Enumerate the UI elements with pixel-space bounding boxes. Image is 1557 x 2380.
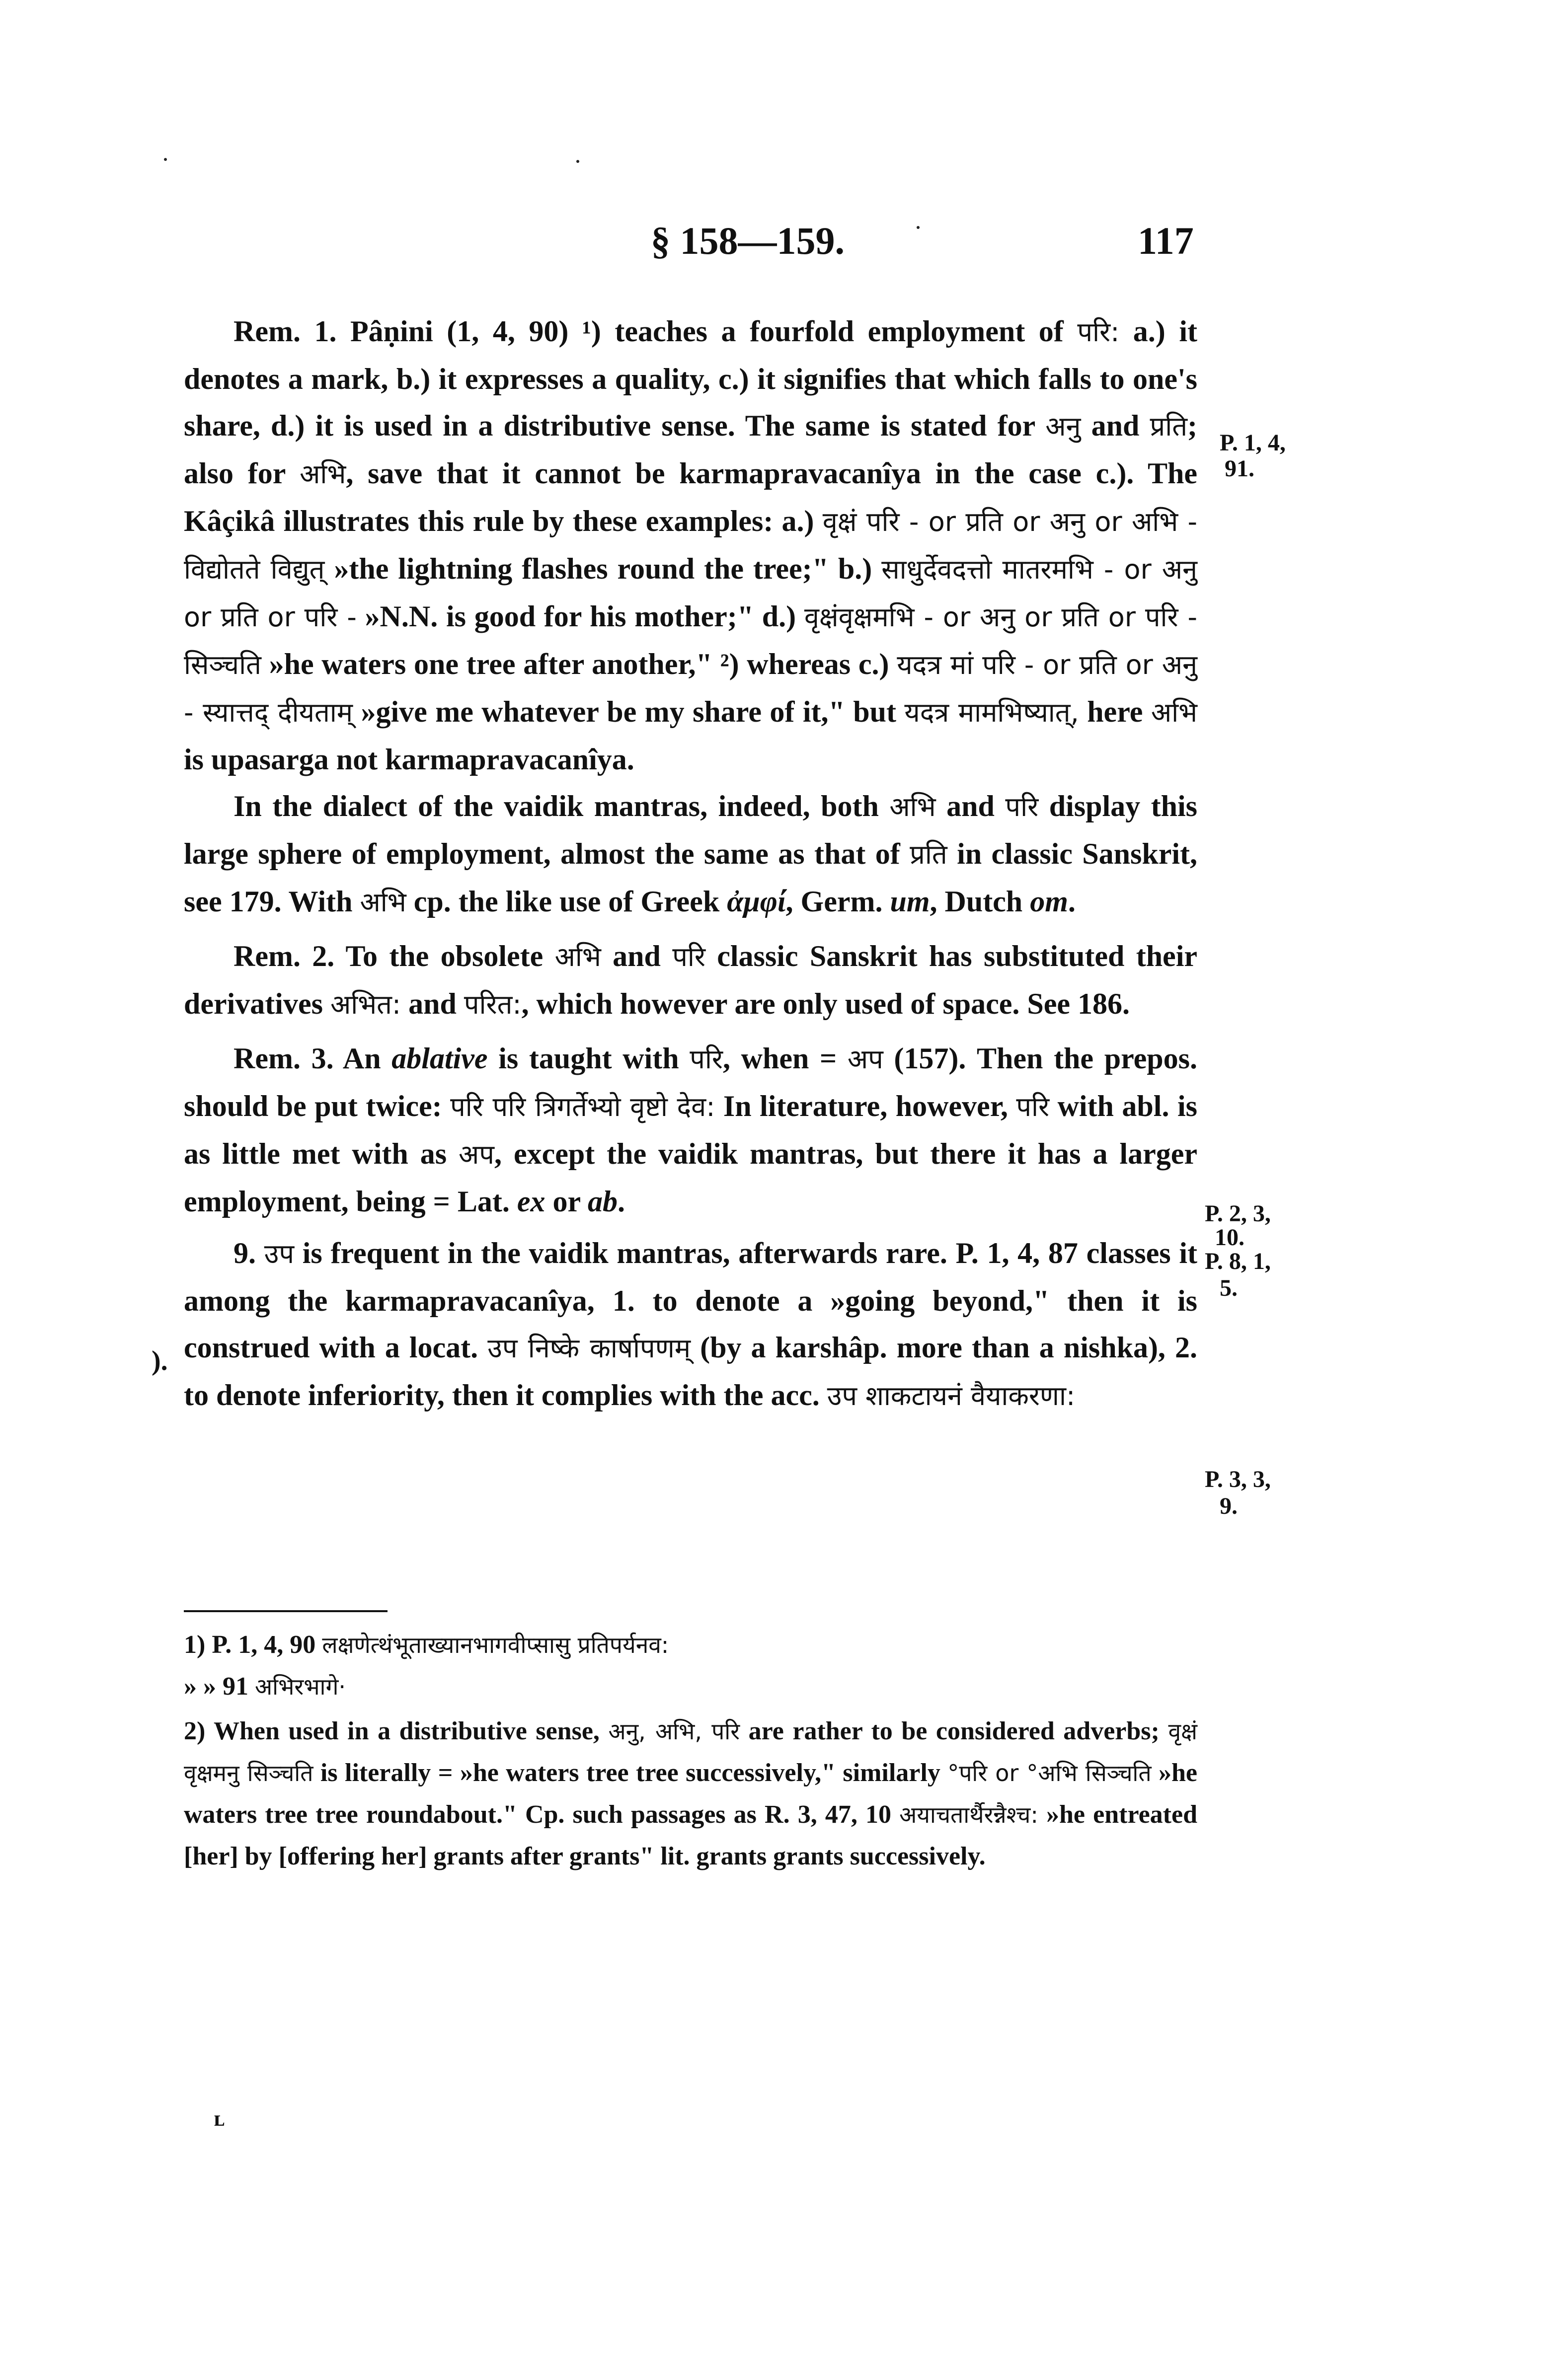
text-run: and: [401, 987, 464, 1020]
text-run: , which however are only used of space. See 186.: [521, 987, 1130, 1020]
sanskrit-text: वृक्षंवृक्षमभि - or अनु or प्रति or परि - सिञ्चति: [184, 601, 1197, 680]
text-run: »give me whatever be my share of it," but: [353, 695, 905, 728]
speck: [917, 226, 920, 229]
sanskrit-text: लक्षणेत्थंभूताख्यानभागवीप्सासु प्रतिपर्यनव:: [322, 1632, 669, 1658]
section-range: § 158—159.: [651, 219, 845, 262]
sanskrit-text: परि: [1005, 791, 1039, 822]
text-run: .: [618, 1185, 625, 1218]
margin-note-line: P. 3, 3,: [1205, 1466, 1271, 1492]
sanskrit-text: उप शाकटायनं वैयाकरणा:: [827, 1380, 1076, 1412]
bottom-mark: ʟ: [214, 2106, 225, 2131]
margin-note-line: 5.: [1220, 1275, 1238, 1301]
text-run: Lat.: [450, 1185, 517, 1218]
equals-sign: =: [433, 1185, 450, 1218]
sanskrit-text: उप निष्के कार्षापणम्: [487, 1333, 691, 1364]
text-run: (by a karshâp. more than a nishka), 2. to denote inferiority, then it complies with the acc.: [184, 1331, 1198, 1412]
sanskrit-text: अभि: [300, 458, 346, 490]
sanskrit-text: अभिरभागे·: [255, 1673, 346, 1700]
italic-word: ex: [517, 1185, 545, 1218]
speck: [164, 158, 167, 161]
sanskrit-text: अप: [459, 1139, 494, 1170]
text-run: is literally: [313, 1759, 438, 1787]
italic-word: ab: [588, 1185, 618, 1218]
text-run: In the dialect of the vaidik mantras, indeed, both: [234, 790, 890, 822]
margin-note-line: 91.: [1225, 455, 1254, 482]
text-run: in classic Sanskrit, see 179. With: [184, 837, 1197, 918]
sanskrit-text: परि:: [1077, 316, 1120, 348]
sanskrit-text: अभि: [360, 887, 406, 918]
margin-note-line: P. 2, 3,: [1205, 1200, 1271, 1227]
sanskrit-text: प्रति: [910, 839, 947, 870]
text-run: 1) P. 1, 4, 90: [184, 1631, 322, 1659]
text-run: Rem. 1. Pâṇini (1, 4, 90) ¹) teaches a fourfold employment of: [234, 315, 1078, 348]
sanskrit-text: परि परि त्रिगर्तेभ्यो वृष्टो देव:: [450, 1091, 715, 1122]
text-run: » » 91: [184, 1672, 255, 1701]
text-run: with abl. is as little met with as: [184, 1090, 1197, 1170]
margin-note-line: P. 1, 4,: [1220, 430, 1286, 456]
text-run: 2) When used in a distributive sense,: [184, 1717, 609, 1745]
sanskrit-text: अनु: [1045, 411, 1081, 442]
text-run: is upasarga not karmapravacanîya.: [184, 743, 634, 776]
text-run: here: [1079, 695, 1151, 728]
italic-word: om: [1030, 885, 1068, 918]
footnote-2: [184, 1711, 1197, 1877]
dialect-paragraph: [184, 783, 1197, 926]
sanskrit-text: अनु, अभि, परि: [608, 1718, 740, 1745]
equals-sign: =: [819, 1042, 837, 1075]
text-run: cp. the like use of Greek: [406, 885, 727, 918]
text-run: (157). Then the prepos. should be put twice:: [184, 1042, 1197, 1122]
sanskrit-text: यदत्र मामभिष्यात्,: [904, 697, 1079, 728]
sanskrit-text: अभि: [1151, 697, 1198, 728]
text-run: display this large sphere of employment, almost the same as that of: [184, 790, 1198, 870]
text-run: »he waters tree tree roundabout." Cp. such passages as R. 3, 47, 10: [184, 1759, 1198, 1829]
text-run: ; also for: [184, 409, 1197, 490]
text-run: , save that it cannot be karmapravacanîya in the case c.). The Kâçikâ illustrates this rule by these examples: a.): [184, 457, 1198, 537]
margin-note-line: 10.: [1215, 1224, 1245, 1251]
sanskrit-text: परित:: [464, 989, 522, 1020]
margin-note-line: P. 8, 1,: [1205, 1248, 1271, 1274]
text-run: , when: [722, 1042, 820, 1075]
text-run: »he waters tree tree successively," similarly: [453, 1759, 948, 1787]
sanskrit-text: यदत्र मां परि - or प्रति or अनु - स्यात्तद् दीयताम्: [184, 649, 1197, 728]
sanskrit-text: अयाचतार्थैरन्नैश्च:: [899, 1801, 1038, 1828]
text-run: or: [545, 1185, 588, 1218]
section-margin-mark: ).: [152, 1345, 168, 1376]
text-run: »the lightning flashes round the tree;" b.): [324, 552, 882, 585]
text-run: and: [935, 790, 1006, 822]
sanskrit-text: परि: [1016, 1091, 1050, 1122]
main-text: [184, 308, 1197, 1419]
sanskrit-text: परि: [690, 1043, 723, 1075]
text-run: , except the vaidik mantras, but there it has a larger employment, being: [184, 1137, 1197, 1218]
remark-1-paragraph: [184, 308, 1197, 783]
sanskrit-text: अप: [847, 1043, 883, 1075]
sanskrit-text: परि: [672, 941, 705, 972]
text-run: a.) it denotes a mark, b.) it expresses a quality, c.) it signifies that which falls to one's share, d.) it is used in a distributive sense. The same is stated for: [184, 315, 1197, 442]
sanskrit-text: °परि or °अभि सिञ्चति: [947, 1760, 1152, 1786]
speck: [576, 160, 579, 163]
sanskrit-text: साधुर्देवदत्तो मातरमभि - or अनु or प्रति or परि -: [184, 554, 1197, 633]
text-run: , Germ.: [785, 885, 890, 918]
text-run: and: [601, 940, 673, 972]
text-run: In literature, however,: [715, 1090, 1016, 1122]
greek-word: ἀμφί: [727, 885, 786, 918]
text-run: is taught with: [487, 1042, 690, 1075]
text-run: and: [1081, 409, 1150, 442]
text-run: .: [1068, 885, 1076, 918]
footnote-1-continuation: [184, 1666, 1197, 1708]
remark-2-paragraph: [184, 933, 1197, 1028]
equals-sign: =: [438, 1759, 453, 1787]
section-9-paragraph: [184, 1230, 1197, 1419]
text-run: Rem. 3. An: [234, 1042, 392, 1075]
margin-note-line: 9.: [1220, 1493, 1238, 1519]
italic-word: um: [890, 885, 930, 918]
text-run: 9.: [234, 1237, 264, 1269]
text-run: »he entreated [her] by [offering her] grants after grants" lit. grants grants successively.: [184, 1800, 1197, 1870]
margin-note-2: [1205, 1202, 1271, 1300]
sanskrit-text: उप: [264, 1238, 294, 1269]
sanskrit-text: अभि: [554, 941, 601, 972]
footnote-rule: [184, 1610, 388, 1612]
margin-note-1: [1220, 431, 1286, 481]
remark-3-paragraph: [184, 1035, 1197, 1225]
margin-note-3: [1205, 1468, 1271, 1518]
italic-word: ablative: [391, 1042, 488, 1075]
text-run: is frequent in the vaidik mantras, afterwards rare. P. 1, 4, 87 classes it among the karmapravacanîya, 1. to denote a »going beyond," then it is construed with a locat.: [184, 1237, 1197, 1364]
sanskrit-text: अभित:: [330, 989, 401, 1020]
footnote-1: [184, 1624, 1197, 1666]
text-run: »N.N. is good for his mother;" d.): [356, 600, 804, 633]
page-number: 117: [1138, 219, 1194, 262]
running-header: [0, 219, 1557, 263]
sanskrit-text: अभि: [889, 791, 936, 822]
sanskrit-text: प्रति: [1150, 411, 1187, 442]
sanskrit-text: वृक्षं वृक्षमनु सिञ्चति: [184, 1718, 1197, 1786]
text-run: [837, 1042, 848, 1075]
text-run: are rather to be considered adverbs;: [740, 1717, 1168, 1745]
text-run: »he waters one tree after another," ²) whereas c.): [261, 648, 897, 680]
text-run: Rem. 2. To the obsolete: [234, 940, 555, 972]
sanskrit-text: वृक्षं परि - or प्रति or अनु or अभि - विद्योतते विद्युत्: [184, 506, 1197, 585]
text-run: classic Sanskrit has substituted their derivatives: [184, 940, 1197, 1020]
text-run: , Dutch: [930, 885, 1030, 918]
footnotes: [184, 1624, 1197, 1877]
